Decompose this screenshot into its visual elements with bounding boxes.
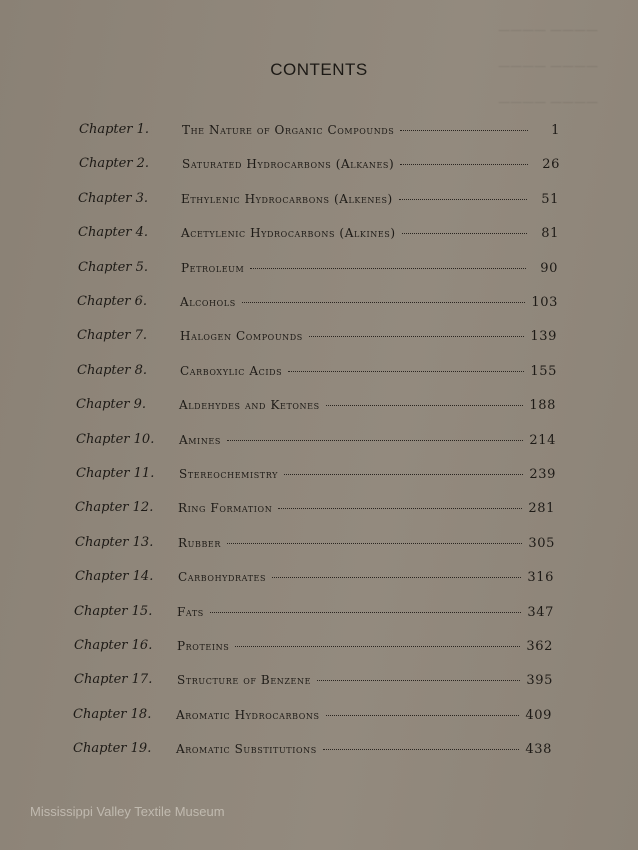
toc-row bbox=[74, 672, 553, 692]
page-title: CONTENTS bbox=[270, 60, 368, 79]
toc-row bbox=[77, 363, 557, 383]
chapter-number: Chapter 10. bbox=[76, 432, 155, 447]
page-number: 214 bbox=[529, 433, 556, 448]
toc-entry bbox=[177, 673, 553, 688]
toc-entry bbox=[180, 295, 558, 310]
chapter-title: Petroleum bbox=[181, 261, 245, 275]
dot-leader bbox=[278, 508, 522, 509]
toc-entry bbox=[177, 605, 554, 620]
dot-leader bbox=[326, 405, 524, 406]
toc-row bbox=[74, 604, 554, 624]
chapter-title: Amines bbox=[179, 433, 221, 447]
toc-row bbox=[77, 328, 557, 348]
dot-leader bbox=[288, 371, 524, 372]
toc-entry bbox=[181, 261, 558, 276]
watermark-text: Mississippi Valley Textile Museum bbox=[30, 804, 225, 819]
toc-entry bbox=[179, 398, 556, 413]
toc-row bbox=[79, 122, 560, 142]
dot-leader bbox=[227, 440, 523, 441]
chapter-title: Proteins bbox=[177, 639, 230, 653]
chapter-title: Structure of Benzene bbox=[177, 673, 312, 687]
page-number: 362 bbox=[526, 639, 553, 654]
dot-leader bbox=[400, 130, 528, 131]
page-number: 239 bbox=[529, 467, 556, 482]
page-number: 51 bbox=[541, 192, 559, 207]
toc-entry bbox=[176, 742, 552, 757]
page-number: 438 bbox=[525, 742, 552, 757]
page-number: 90 bbox=[540, 261, 558, 276]
page-number: 281 bbox=[528, 501, 555, 516]
toc-row bbox=[73, 741, 552, 761]
chapter-title: Ring Formation bbox=[178, 501, 273, 515]
chapter-number: Chapter 15. bbox=[74, 604, 153, 619]
dot-leader bbox=[242, 302, 526, 303]
chapter-title: The Nature of Organic Compounds bbox=[182, 123, 395, 137]
chapter-title: Fats bbox=[177, 605, 204, 619]
chapter-number: Chapter 16. bbox=[74, 638, 153, 653]
page-number: 395 bbox=[526, 673, 553, 688]
dot-leader bbox=[400, 164, 528, 165]
toc-entry bbox=[180, 329, 557, 344]
chapter-title: Carboxylic Acids bbox=[180, 364, 283, 378]
chapter-number: Chapter 18. bbox=[73, 707, 152, 722]
chapter-title: Aromatic Substitutions bbox=[176, 742, 317, 756]
page-number: 139 bbox=[530, 329, 557, 344]
toc-row bbox=[76, 397, 556, 417]
chapter-number: Chapter 12. bbox=[75, 500, 154, 515]
show-through-bleed: ———— ———— ———— ———— ———— ———— bbox=[498, 23, 598, 109]
dot-leader bbox=[402, 233, 527, 234]
toc-entry bbox=[177, 639, 553, 654]
page-number: 188 bbox=[529, 398, 556, 413]
toc-entry bbox=[178, 536, 555, 551]
toc-entry bbox=[181, 226, 559, 241]
dot-leader bbox=[326, 715, 520, 716]
toc-entry bbox=[176, 708, 552, 723]
chapter-number: Chapter 13. bbox=[75, 535, 154, 550]
toc-entry bbox=[182, 157, 560, 172]
chapter-number: Chapter 2. bbox=[79, 156, 150, 171]
page-number: 316 bbox=[527, 570, 554, 585]
dot-leader bbox=[235, 646, 520, 647]
chapter-number: Chapter 8. bbox=[77, 363, 148, 378]
chapter-number: Chapter 17. bbox=[74, 672, 153, 687]
toc-row bbox=[76, 466, 556, 486]
chapter-title: Acetylenic Hydrocarbons (Alkines) bbox=[181, 226, 396, 240]
chapter-number: Chapter 1. bbox=[79, 122, 150, 137]
chapter-number: Chapter 7. bbox=[77, 328, 148, 343]
page-number: 347 bbox=[527, 605, 554, 620]
chapter-title: Carbohydrates bbox=[178, 570, 267, 584]
page-number: 155 bbox=[530, 364, 557, 379]
toc-row bbox=[78, 260, 558, 280]
dot-leader bbox=[284, 474, 523, 475]
toc-entry bbox=[178, 501, 555, 516]
dot-leader bbox=[399, 199, 527, 200]
dot-leader bbox=[323, 749, 520, 750]
page-number: 81 bbox=[541, 226, 559, 241]
chapter-title: Ethylenic Hydrocarbons (Alkenes) bbox=[181, 192, 393, 206]
toc-entry bbox=[180, 364, 557, 379]
toc-row bbox=[74, 638, 553, 658]
chapter-title: Alcohols bbox=[180, 295, 236, 309]
dot-leader bbox=[227, 543, 522, 544]
chapter-number: Chapter 19. bbox=[73, 741, 152, 756]
toc-row bbox=[75, 500, 555, 520]
chapter-number: Chapter 9. bbox=[76, 397, 147, 412]
dot-leader bbox=[272, 577, 521, 578]
page-number: 305 bbox=[528, 536, 555, 551]
toc-entry bbox=[181, 192, 559, 207]
toc-entry bbox=[179, 467, 556, 482]
toc-row bbox=[77, 294, 558, 314]
toc-entry bbox=[178, 570, 554, 585]
chapter-number: Chapter 4. bbox=[78, 225, 149, 240]
toc-entry bbox=[179, 433, 556, 448]
dot-leader bbox=[250, 268, 526, 269]
chapter-title: Rubber bbox=[178, 536, 221, 550]
chapter-title: Saturated Hydrocarbons (Alkanes) bbox=[182, 157, 395, 171]
dot-leader bbox=[317, 680, 520, 681]
chapter-number: Chapter 6. bbox=[77, 294, 148, 309]
chapter-title: Aromatic Hydrocarbons bbox=[176, 708, 320, 722]
dot-leader bbox=[210, 612, 521, 613]
toc-row bbox=[75, 535, 555, 555]
chapter-number: Chapter 14. bbox=[75, 569, 154, 584]
page-number: 1 bbox=[551, 123, 560, 138]
dot-leader bbox=[309, 336, 525, 337]
toc-row bbox=[78, 225, 559, 245]
page-number: 26 bbox=[542, 157, 560, 172]
chapter-number: Chapter 3. bbox=[78, 191, 149, 206]
toc-row bbox=[78, 191, 559, 211]
chapter-number: Chapter 5. bbox=[78, 260, 149, 275]
toc-row bbox=[73, 707, 552, 727]
toc-row bbox=[79, 156, 560, 176]
chapter-title: Halogen Compounds bbox=[180, 329, 303, 343]
page-number: 409 bbox=[525, 708, 552, 723]
toc-row bbox=[75, 569, 554, 589]
toc-entry bbox=[182, 123, 560, 138]
toc-row bbox=[76, 432, 556, 452]
chapter-title: Aldehydes and Ketones bbox=[179, 398, 320, 412]
chapter-title: Stereochemistry bbox=[179, 467, 278, 481]
chapter-number: Chapter 11. bbox=[76, 466, 155, 481]
page-number: 103 bbox=[531, 295, 558, 310]
